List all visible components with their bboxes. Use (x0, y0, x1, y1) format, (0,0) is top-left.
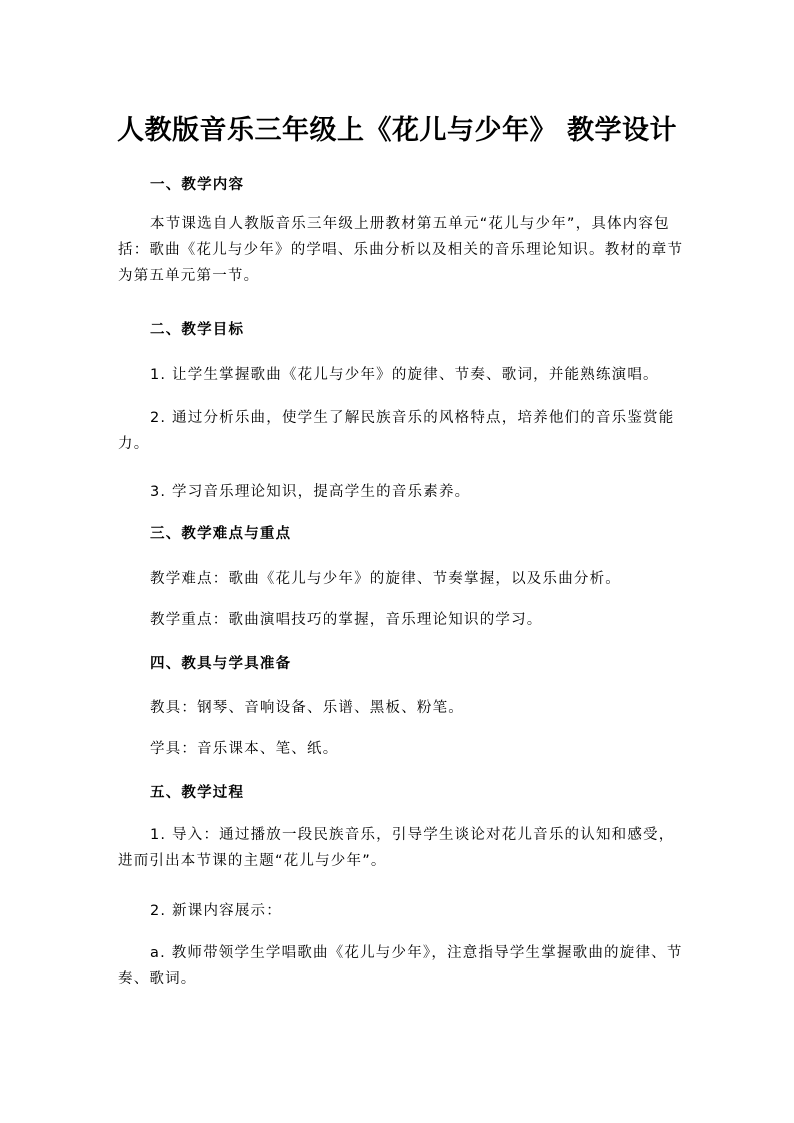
document-title: 人教版音乐三年级上《花儿与少年》 教学设计 (117, 115, 677, 146)
paragraph-difficulty: 教学难点：歌曲《花儿与少年》的旋律、节奏掌握，以及乐曲分析。 (150, 571, 621, 587)
section-heading-process: 五、教学过程 (150, 785, 245, 801)
section-heading-materials: 四、教具与学具准备 (150, 656, 292, 672)
paragraph-student-materials: 学具：音乐课本、笔、纸。 (150, 741, 339, 757)
paragraph-process-step-a: a. 教师带领学生学唱歌曲《花儿与少年》，注意指导学生掌握歌曲的旋律、节奏、歌词。 (118, 945, 683, 987)
section-heading-difficulties: 三、教学难点与重点 (150, 526, 292, 542)
section-heading-objectives: 二、教学目标 (150, 322, 245, 338)
paragraph-process-intro: 1. 导入：通过播放一段民族音乐，引导学生谈论对花儿音乐的认知和感受，进而引出本节课的主题“花儿与少年”。 (118, 827, 675, 869)
paragraph-key-point: 教学重点：歌曲演唱技巧的掌握，音乐理论知识的学习。 (150, 612, 543, 628)
paragraph-objective-2: 2. 通过分析乐曲，使学生了解民族音乐的风格特点，培养他们的音乐鉴赏能力。 (118, 410, 675, 452)
paragraph-teacher-materials: 教具：钢琴、音响设备、乐谱、黑板、粉笔。 (150, 700, 464, 716)
section-heading-content: 一、教学内容 (150, 177, 245, 193)
paragraph-content-description: 本节课选自人教版音乐三年级上册教材第五单元“花儿与少年”，具体内容包括：歌曲《花儿与少年》的学唱、乐曲分析以及相关的音乐理论知识。教材的章节为第五单元第一节。 (118, 216, 684, 284)
paragraph-process-new-content: 2. 新课内容展示： (150, 903, 282, 919)
paragraph-objective-1: 1. 让学生掌握歌曲《花儿与少年》的旋律、节奏、歌词，并能熟练演唱。 (150, 367, 659, 383)
paragraph-objective-3: 3. 学习音乐理论知识，提高学生的音乐素养。 (150, 484, 471, 500)
